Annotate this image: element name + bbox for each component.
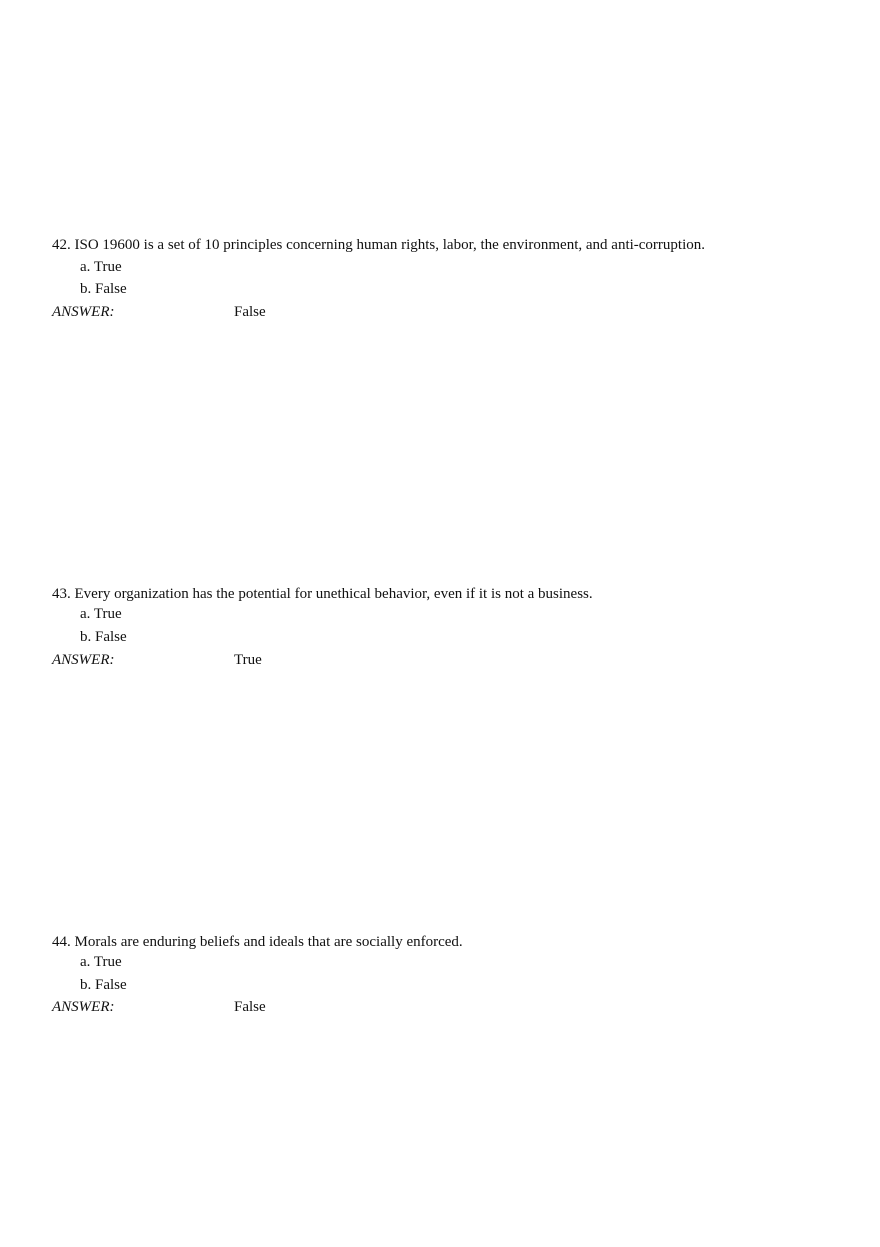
option-true: a. True (80, 606, 122, 622)
question-stem: 42. ISO 19600 is a set of 10 principles concerning human rights, labor, the environment, and anti-corruption. (52, 237, 706, 253)
question-stem: 43. Every organization has the potential for unethical behavior, even if it is not a business. (52, 586, 593, 602)
option-false: b. False (80, 629, 127, 645)
answer-value: True (234, 652, 262, 668)
answer-value: False (234, 999, 266, 1015)
answer-label: ANSWER: (52, 999, 115, 1015)
option-true: a. True (80, 259, 122, 275)
option-false: b. False (80, 281, 127, 297)
answer-value: False (234, 304, 266, 320)
question-stem: 44. Morals are enduring beliefs and ideals that are socially enforced. (52, 934, 463, 950)
answer-label: ANSWER: (52, 304, 115, 320)
answer-label: ANSWER: (52, 652, 115, 668)
option-false: b. False (80, 977, 127, 993)
option-true: a. True (80, 954, 122, 970)
